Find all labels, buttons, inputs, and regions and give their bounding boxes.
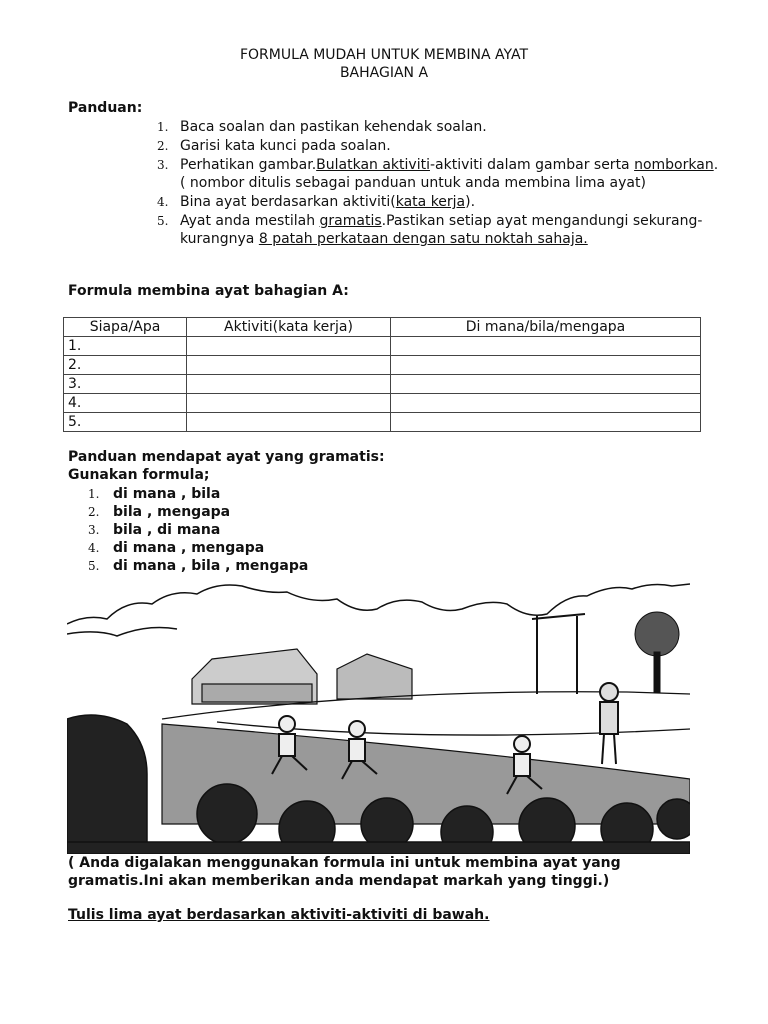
table-cell[interactable]: 4. <box>64 394 187 413</box>
column-header: Di mana/bila/mengapa <box>391 318 701 337</box>
guide-underlined: nomborkan <box>634 157 714 173</box>
list-number: 4. <box>88 541 100 555</box>
guide-text: .Pastikan setiap ayat mengandungi sekurang-kurangnya <box>180 213 703 247</box>
list-item <box>68 539 308 557</box>
table-row <box>64 394 701 413</box>
table-cell[interactable] <box>187 375 391 394</box>
illustration-sky <box>67 584 690 636</box>
table-cell[interactable]: 1. <box>64 337 187 356</box>
guide-text: Bina ayat berdasarkan aktiviti( <box>180 194 396 210</box>
table-cell[interactable] <box>391 394 701 413</box>
table-row <box>64 337 701 356</box>
table-cell[interactable] <box>187 413 391 432</box>
guide-item <box>140 193 720 211</box>
high-jump-post-icon <box>532 614 585 694</box>
task-instruction: Tulis lima ayat berdasarkan aktiviti-aktiviti di bawah. <box>68 907 490 923</box>
pair-text: bila , mengapa <box>113 504 231 520</box>
list-number: 2. <box>88 505 100 519</box>
pair-text: di mana , bila <box>113 486 221 502</box>
list-number: 1. <box>157 120 169 134</box>
list-number: 3. <box>88 523 100 537</box>
school-building-icon <box>192 649 412 704</box>
formula-table <box>63 317 701 432</box>
list-number: 2. <box>157 139 169 153</box>
guide-text: ). <box>465 194 476 210</box>
guide-underlined: gramatis <box>319 213 382 229</box>
guide-item <box>140 156 720 192</box>
table-cell[interactable] <box>391 375 701 394</box>
document-subtitle: BAHAGIAN A <box>339 65 429 81</box>
list-number: 4. <box>157 195 169 209</box>
table-row <box>64 356 701 375</box>
list-number: 5. <box>157 214 169 228</box>
list-number: 3. <box>157 158 169 172</box>
guide-text: Ayat anda mestilah <box>180 213 320 229</box>
table-cell[interactable] <box>187 356 391 375</box>
formula-pairs-list <box>68 485 308 575</box>
list-number: 5. <box>88 559 100 573</box>
list-item <box>68 557 308 575</box>
pair-text: di mana , bila , mengapa <box>113 558 309 574</box>
table-cell[interactable]: 3. <box>64 375 187 394</box>
guide-underlined: 8 patah perkataan dengan satu noktah sahaja. <box>258 231 588 247</box>
guide-text: Baca soalan dan pastikan kehendak soalan. <box>180 119 487 135</box>
gramatis-heading: Panduan mendapat ayat yang gramatis: <box>68 449 385 465</box>
guide-text: Garisi kata kunci pada soalan. <box>180 138 391 154</box>
column-header: Siapa/Apa <box>64 318 187 337</box>
panduan-heading: Panduan: <box>68 100 143 116</box>
gunakan-label: Gunakan formula; <box>68 467 210 483</box>
list-item <box>68 503 308 521</box>
pair-text: di mana , mengapa <box>113 540 265 556</box>
list-item <box>68 485 308 503</box>
table-cell[interactable] <box>391 413 701 432</box>
guide-list <box>140 118 720 249</box>
table-row <box>64 375 701 394</box>
sports-day-illustration <box>67 574 690 854</box>
guide-underlined: Bulatkan aktiviti <box>316 157 430 173</box>
table-cell[interactable] <box>187 337 391 356</box>
guide-item <box>140 137 720 155</box>
guide-item <box>140 118 720 136</box>
guide-text: Perhatikan gambar. <box>180 157 317 173</box>
table-cell[interactable] <box>391 356 701 375</box>
table-row <box>64 413 701 432</box>
list-item <box>68 521 308 539</box>
pair-text: bila , di mana <box>113 522 221 538</box>
document-title: FORMULA MUDAH UNTUK MEMBINA AYAT <box>239 47 529 63</box>
tree-icon <box>635 612 679 692</box>
table-cell[interactable] <box>391 337 701 356</box>
teacher-icon <box>600 683 618 764</box>
note-text: ( Anda digalakan menggunakan formula ini untuk membina ayat yang gramatis.Ini akan memberikan anda mendapat markah yang tinggi.) <box>68 855 621 889</box>
list-number: 1. <box>88 487 100 501</box>
guide-text: .( nombor ditulis sebagai panduan untuk anda membina lima ayat) <box>180 157 719 191</box>
column-header: Aktiviti(kata kerja) <box>187 318 391 337</box>
guide-underlined: kata kerja <box>395 194 466 210</box>
table-cell[interactable]: 5. <box>64 413 187 432</box>
guide-text: -aktiviti dalam gambar serta <box>429 157 635 173</box>
table-cell[interactable]: 2. <box>64 356 187 375</box>
table-cell[interactable] <box>187 394 391 413</box>
table-header-row <box>64 318 701 337</box>
formula-heading: Formula membina ayat bahagian A: <box>68 283 349 299</box>
guide-item <box>140 212 720 248</box>
